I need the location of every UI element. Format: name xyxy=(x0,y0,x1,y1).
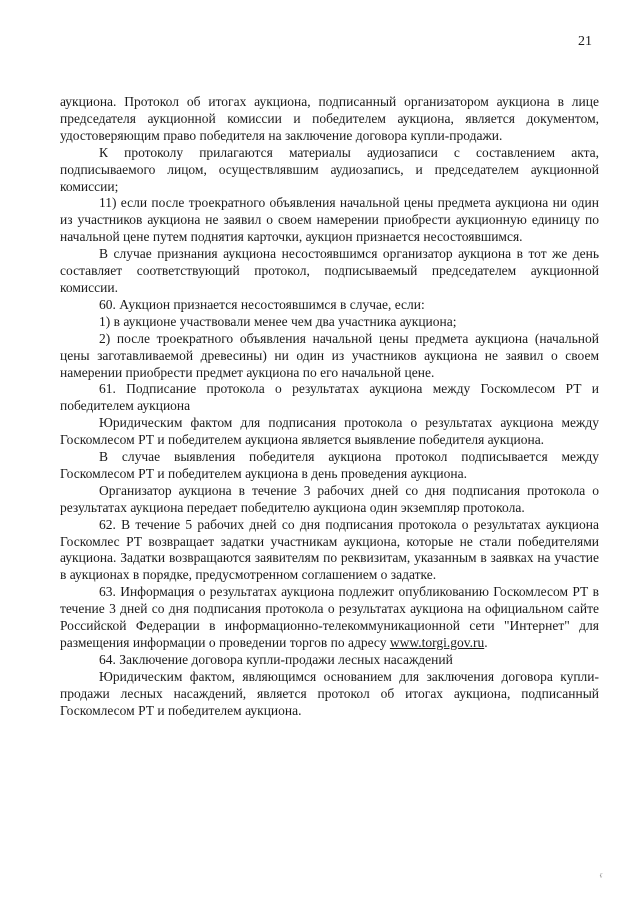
paragraph-60-item-2: 2) после троекратного объявления начальной цены предмета аукциона (начальной цены заготавливаемой древесины) ни один из участников аукциона не заявил о своем намерении приобрести предмет аукциона по его начальной цене. xyxy=(60,330,599,380)
paragraph-63-end: . xyxy=(484,635,488,650)
torgi-link[interactable]: www.torgi.gov.ru xyxy=(389,635,485,650)
paragraph-item-11: 11) если после троекратного объявления начальной цены предмета аукциона ни один из участников аукциона не заявил о своем намерении приобрести аукционную единицу по начальной цене путем поднятия карточки, аукцион признается несостоявшимся. xyxy=(60,195,599,245)
paragraph-audio-materials: К протоколу прилагаются материалы аудиозаписи с составлением акта, подписываемого лицом, осуществлявшим аудиозапись, и председателем аукционной комиссии; xyxy=(60,144,599,194)
paragraph-section-60: 60. Аукцион признается несостоявшимся в случае, если: xyxy=(99,296,425,312)
paragraph-61-signing: В случае выявления победителя аукциона протокол подписывается между Госкомлесом РТ и победителем аукциона в день проведения аукциона. xyxy=(60,449,599,481)
paragraph-61-organizer: Организатор аукциона в течение 3 рабочих дней со дня подписания протокола о результатах аукциона передает победителю аукциона один экземпляр протокола. xyxy=(60,482,599,515)
paragraph-auction-protocol: аукциона. Протокол об итогах аукциона, подписанный организатором аукциона в лице председателя аукционной комиссии и победителем аукциона, является документом, удостоверяющим право победителя на заключение договора купли-продажи. xyxy=(60,94,599,143)
paragraph-section-62: 62. В течение 5 рабочих дней со дня подписания протокола о результатах аукциона Госкомлес РТ возвращает задатки участникам аукциона, которые не стали победителями аукциона. Задатки возвращаются заявителям по реквизитам, указанным в заявках на участие в аукционах в порядке, предусмотренном соглашением о задатке. xyxy=(60,516,599,583)
paragraph-64-legal-fact: Юридическим фактом, являющимся основанием для заключения договора купли-продажи лесных насаждений, является протокол об итогах аукциона, подписанный Госкомлесом РТ и победителем аукциона. xyxy=(60,668,599,718)
paragraph-section-63 xyxy=(60,584,599,652)
paragraph-section-64: 64. Заключение договора купли-продажи лесных насаждений xyxy=(99,651,453,667)
paragraph-section-61: 61. Подписание протокола о результатах аукциона между Госкомлесом РТ и победителем аукциона xyxy=(60,381,599,414)
handwritten-mark: ᶦ͘ᶠ xyxy=(598,872,604,882)
paragraph-63-text: 63. Информация о результатах аукциона подлежит опубликованию Госкомлесом РТ в течение 3 дней со дня подписания протокола о результатах аукциона на официальном сайте Российской Федерации в информационно-телекоммуникационной сети "Интернет" для размещения информации о проведении торгов по адресу xyxy=(60,584,599,650)
paragraph-failed-auction-protocol: В случае признания аукциона несостоявшимся организатор аукциона в тот же день составляет соответствующий протокол, подписываемый председателем аукционной комиссии. xyxy=(60,246,599,295)
page-number: 21 xyxy=(578,34,592,49)
document-body xyxy=(60,94,599,720)
paragraph-61-legal-fact: Юридическим фактом для подписания протокола о результатах аукциона между Госкомлесом РТ и победителем аукциона является выявление победителя аукциона. xyxy=(60,415,599,448)
paragraph-60-item-1: 1) в аукционе участвовали менее чем два участника аукциона; xyxy=(99,313,457,329)
